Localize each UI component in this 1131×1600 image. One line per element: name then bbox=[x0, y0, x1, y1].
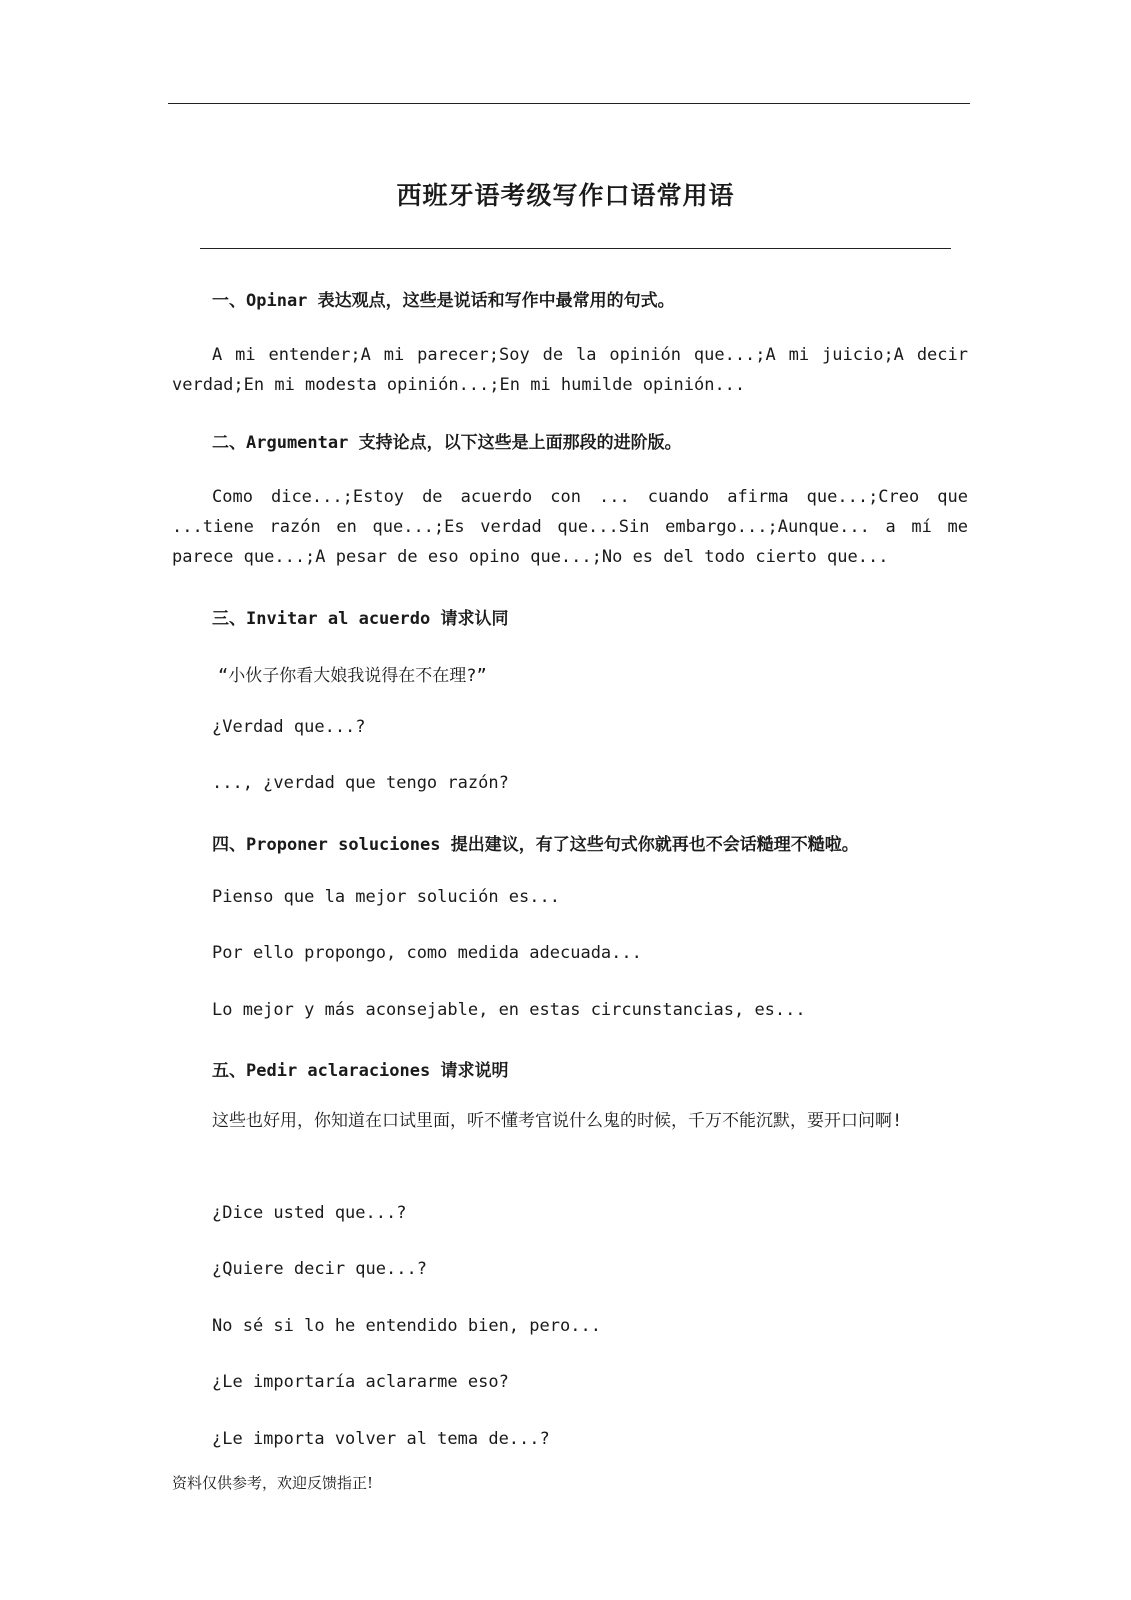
example-line: ¿Le importaría aclararme eso? bbox=[212, 1372, 509, 1392]
example-line: ..., ¿verdad que tengo razón? bbox=[212, 773, 509, 793]
section-paragraph-pedir: 这些也好用，你知道在口试里面，听不懂考官说什么鬼的时候，千万不能沉默，要开口问啊! bbox=[212, 1111, 903, 1131]
example-line: ¿Le importa volver al tema de...? bbox=[212, 1429, 550, 1449]
section-heading-invitar: 三、Invitar al acuerdo 请求认同 bbox=[212, 609, 509, 629]
section-heading-proponer: 四、Proponer soluciones 提出建议，有了这些句式你就再也不会话糙理不糙啦。 bbox=[212, 835, 859, 855]
example-line: ¿Verdad que...? bbox=[212, 717, 366, 737]
example-line: ¿Dice usted que...? bbox=[212, 1203, 407, 1223]
header-rule bbox=[168, 103, 970, 104]
footer-note: 资料仅供参考，欢迎反馈指正! bbox=[172, 1474, 374, 1492]
section-heading-opinar: 一、Opinar 表达观点，这些是说话和写作中最常用的句式。 bbox=[212, 291, 675, 311]
section-heading-argumentar: 二、Argumentar 支持论点，以下这些是上面那段的进阶版。 bbox=[212, 433, 682, 453]
example-line: ¿Quiere decir que...? bbox=[212, 1259, 427, 1279]
section-paragraph-argumentar: Como dice...;Estoy de acuerdo con ... cuando afirma que...;Creo que ...tiene razón en que...;Es verdad que...Sin embargo...;Aunque... a mí me parece que...;A pesar de eso opino que...;No es del todo cierto que... bbox=[172, 487, 968, 567]
title-rule bbox=[200, 248, 951, 249]
section-paragraph-opinar: A mi entender;A mi parecer;Soy de la opinión que...;A mi juicio;A decir verdad;En mi modesta opinión...;En mi humilde opinión... bbox=[172, 345, 968, 395]
example-line: Por ello propongo, como medida adecuada... bbox=[212, 943, 642, 963]
document-title: 西班牙语考级写作口语常用语 bbox=[396, 181, 735, 210]
example-line: Lo mejor y más aconsejable, en estas circunstancias, es... bbox=[212, 1000, 806, 1020]
example-line: No sé si lo he entendido bien, pero... bbox=[212, 1316, 601, 1336]
example-line: Pienso que la mejor solución es... bbox=[212, 887, 560, 907]
example-line: “小伙子你看大娘我说得在不在理?” bbox=[218, 666, 487, 686]
section-heading-pedir: 五、Pedir aclaraciones 请求说明 bbox=[212, 1061, 509, 1081]
